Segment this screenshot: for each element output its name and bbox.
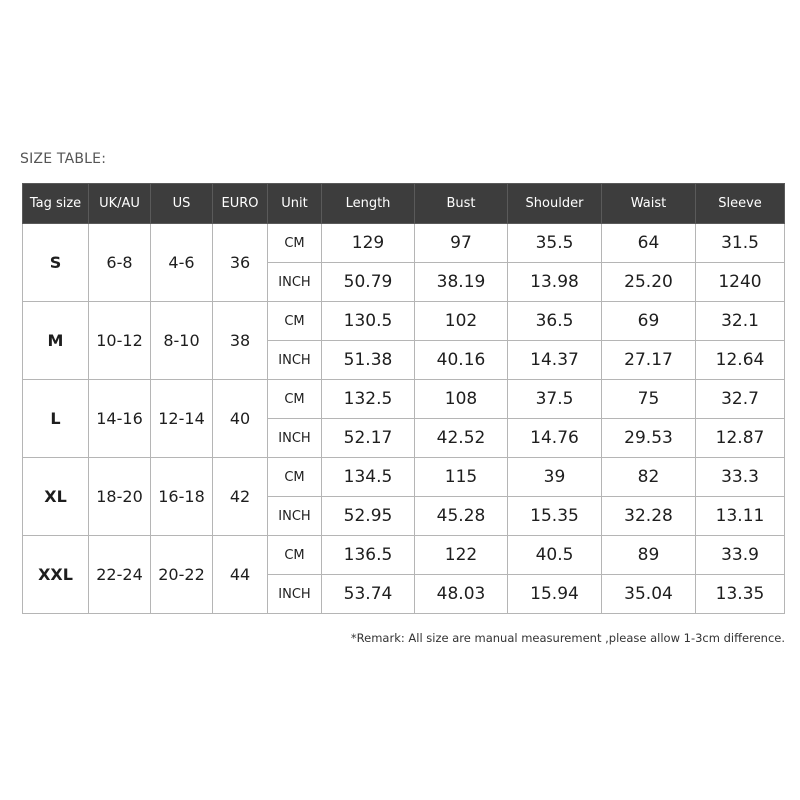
bust-cell: 97 (415, 224, 508, 263)
header-us: US (151, 184, 213, 224)
header-waist: Waist (602, 184, 696, 224)
sleeve-cell: 33.9 (696, 536, 785, 575)
waist-cell: 35.04 (602, 575, 696, 614)
unit-cell: INCH (268, 575, 322, 614)
sleeve-cell: 32.7 (696, 380, 785, 419)
bust-cell: 115 (415, 458, 508, 497)
uk-au-cell: 6-8 (89, 224, 151, 302)
table-row-m-cm (23, 302, 785, 341)
length-cell: 50.79 (322, 263, 415, 302)
shoulder-cell: 15.35 (508, 497, 602, 536)
us-cell: 12-14 (151, 380, 213, 458)
length-cell: 52.17 (322, 419, 415, 458)
header-euro: EURO (213, 184, 268, 224)
euro-cell: 42 (213, 458, 268, 536)
euro-cell: 38 (213, 302, 268, 380)
header-unit: Unit (268, 184, 322, 224)
unit-cell: CM (268, 536, 322, 575)
length-cell: 134.5 (322, 458, 415, 497)
waist-cell: 82 (602, 458, 696, 497)
table-row-xl-cm (23, 458, 785, 497)
unit-cell: INCH (268, 263, 322, 302)
sleeve-cell: 13.11 (696, 497, 785, 536)
sleeve-cell: 12.64 (696, 341, 785, 380)
header-row (23, 184, 785, 224)
tag-size-cell: L (23, 380, 89, 458)
table-row-xxl-cm (23, 536, 785, 575)
shoulder-cell: 36.5 (508, 302, 602, 341)
shoulder-cell: 14.37 (508, 341, 602, 380)
unit-cell: CM (268, 380, 322, 419)
size-table-title: SIZE TABLE: (20, 151, 107, 167)
header-uk-au: UK/AU (89, 184, 151, 224)
uk-au-cell: 14-16 (89, 380, 151, 458)
bust-cell: 122 (415, 536, 508, 575)
table-row-l-cm (23, 380, 785, 419)
us-cell: 4-6 (151, 224, 213, 302)
waist-cell: 32.28 (602, 497, 696, 536)
bust-cell: 40.16 (415, 341, 508, 380)
waist-cell: 69 (602, 302, 696, 341)
unit-cell: INCH (268, 497, 322, 536)
bust-cell: 102 (415, 302, 508, 341)
unit-cell: CM (268, 458, 322, 497)
sleeve-cell: 13.35 (696, 575, 785, 614)
unit-cell: INCH (268, 419, 322, 458)
tag-size-cell: XXL (23, 536, 89, 614)
uk-au-cell: 18-20 (89, 458, 151, 536)
us-cell: 8-10 (151, 302, 213, 380)
table-row-s-cm (23, 224, 785, 263)
length-cell: 136.5 (322, 536, 415, 575)
length-cell: 129 (322, 224, 415, 263)
waist-cell: 64 (602, 224, 696, 263)
waist-cell: 75 (602, 380, 696, 419)
unit-cell: CM (268, 302, 322, 341)
remark-note: *Remark: All size are manual measurement ,please allow 1-3cm difference. (350, 631, 785, 645)
us-cell: 20-22 (151, 536, 213, 614)
length-cell: 130.5 (322, 302, 415, 341)
uk-au-cell: 10-12 (89, 302, 151, 380)
header-sleeve: Sleeve (696, 184, 785, 224)
header-tag-size: Tag size (23, 184, 89, 224)
euro-cell: 40 (213, 380, 268, 458)
shoulder-cell: 14.76 (508, 419, 602, 458)
uk-au-cell: 22-24 (89, 536, 151, 614)
sleeve-cell: 33.3 (696, 458, 785, 497)
waist-cell: 27.17 (602, 341, 696, 380)
bust-cell: 38.19 (415, 263, 508, 302)
bust-cell: 48.03 (415, 575, 508, 614)
bust-cell: 108 (415, 380, 508, 419)
bust-cell: 45.28 (415, 497, 508, 536)
length-cell: 51.38 (322, 341, 415, 380)
sleeve-cell: 1240 (696, 263, 785, 302)
shoulder-cell: 37.5 (508, 380, 602, 419)
header-shoulder: Shoulder (508, 184, 602, 224)
header-bust: Bust (415, 184, 508, 224)
waist-cell: 25.20 (602, 263, 696, 302)
unit-cell: INCH (268, 341, 322, 380)
header-length: Length (322, 184, 415, 224)
euro-cell: 36 (213, 224, 268, 302)
sleeve-cell: 31.5 (696, 224, 785, 263)
euro-cell: 44 (213, 536, 268, 614)
sleeve-cell: 32.1 (696, 302, 785, 341)
shoulder-cell: 15.94 (508, 575, 602, 614)
length-cell: 52.95 (322, 497, 415, 536)
shoulder-cell: 35.5 (508, 224, 602, 263)
length-cell: 132.5 (322, 380, 415, 419)
shoulder-cell: 40.5 (508, 536, 602, 575)
sleeve-cell: 12.87 (696, 419, 785, 458)
bust-cell: 42.52 (415, 419, 508, 458)
tag-size-cell: S (23, 224, 89, 302)
waist-cell: 29.53 (602, 419, 696, 458)
waist-cell: 89 (602, 536, 696, 575)
shoulder-cell: 39 (508, 458, 602, 497)
size-table (22, 183, 785, 614)
tag-size-cell: XL (23, 458, 89, 536)
shoulder-cell: 13.98 (508, 263, 602, 302)
tag-size-cell: M (23, 302, 89, 380)
us-cell: 16-18 (151, 458, 213, 536)
unit-cell: CM (268, 224, 322, 263)
length-cell: 53.74 (322, 575, 415, 614)
